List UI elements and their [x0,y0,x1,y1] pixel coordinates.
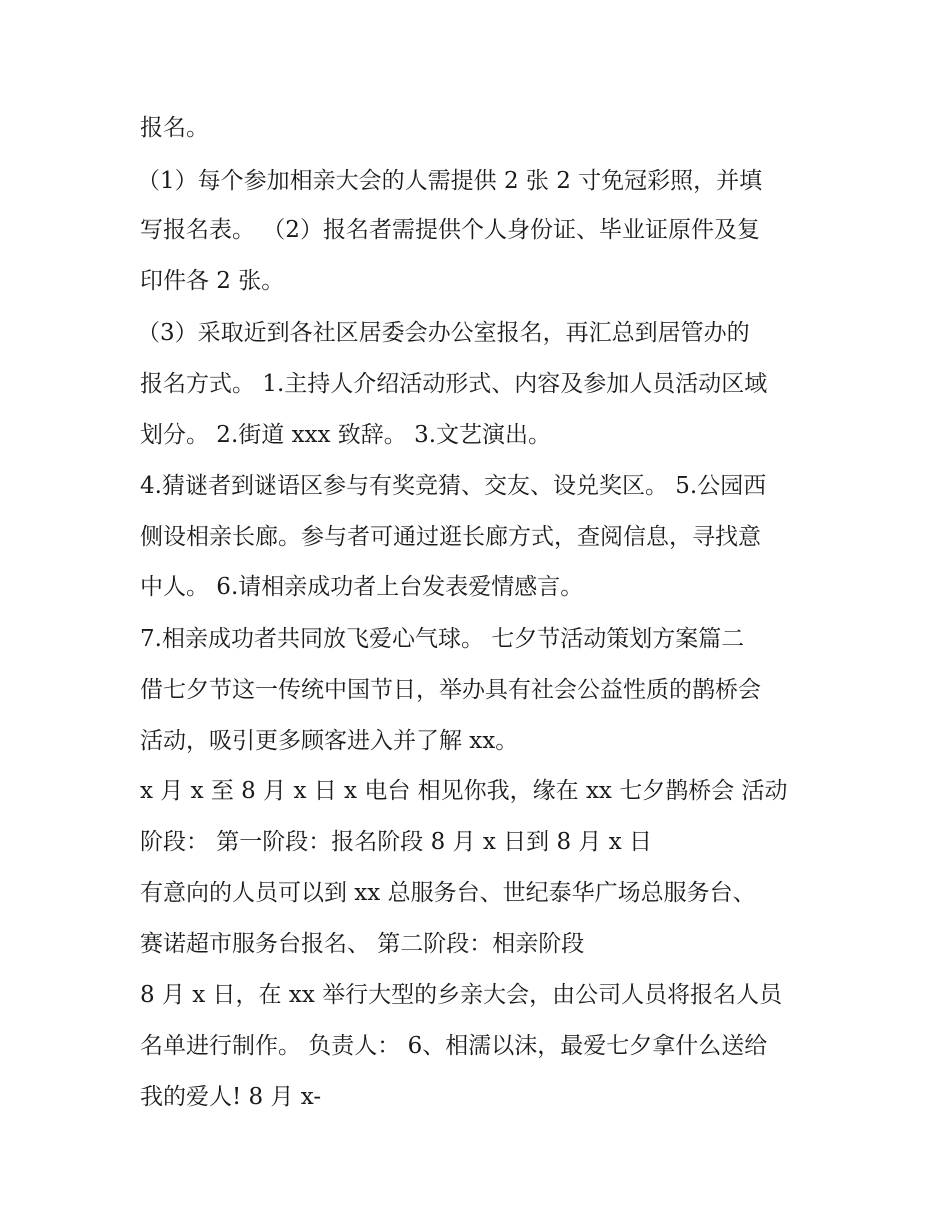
text-line: （3）采取近到各社区居委会办公室报名，再汇总到居管办的 [137,320,750,346]
text-line: 活动，吸引更多顾客进入并了解 xx。 [140,728,519,754]
text-line: 中人。 6.请相亲成功者上台发表爱情感言。 [140,574,584,600]
text-line: 侧设相亲长廊。参与者可通过逛长廊方式，查阅信息，寻找意 [140,524,761,550]
text-line: 名单进行制作。 负责人： 6、相濡以沫，最爱七夕拿什么送给 [140,1033,768,1059]
text-line: 印件各 2 张。 [140,268,285,294]
text-line: 写报名表。 （2）报名者需提供个人身份证、毕业证原件及复 [140,217,760,243]
text-line: 赛诺超市服务台报名、 第二阶段：相亲阶段 [140,931,585,957]
text-line: 报名。 [140,115,209,141]
text-line: 阶段： 第一阶段：报名阶段 8 月 x 日到 8 月 x 日 [140,829,653,855]
text-line: 有意向的人员可以到 xx 总服务台、世纪泰华广场总服务台、 [140,880,756,906]
text-line: 报名方式。 1.主持人介绍活动形式、内容及参加人员活动区域 [140,371,768,397]
text-line: （1）每个参加相亲大会的人需提供 2 张 2 寸免冠彩照，并填 [137,168,763,194]
text-line: 我的爱人! 8 月 x- [140,1084,322,1110]
text-line: 8 月 x 日，在 xx 举行大型的乡亲大会，由公司人员将报名人员 [140,982,783,1008]
text-line: 划分。 2.街道 xxx 致辞。 3.文艺演出。 [140,422,552,448]
text-line: x 月 x 至 8 月 x 日 x 电台 相见你我，缘在 xx 七夕鹊桥会 活动 [140,778,788,804]
text-line: 4.猜谜者到谜语区参与有奖竞猜、交友、设兑奖区。 5.公园西 [140,473,767,499]
text-line: 借七夕节这一传统中国节日，举办具有社会公益性质的鹊桥会 [140,677,761,703]
text-line: 7.相亲成功者共同放飞爱心气球。 七夕节活动策划方案篇二 [140,626,745,652]
